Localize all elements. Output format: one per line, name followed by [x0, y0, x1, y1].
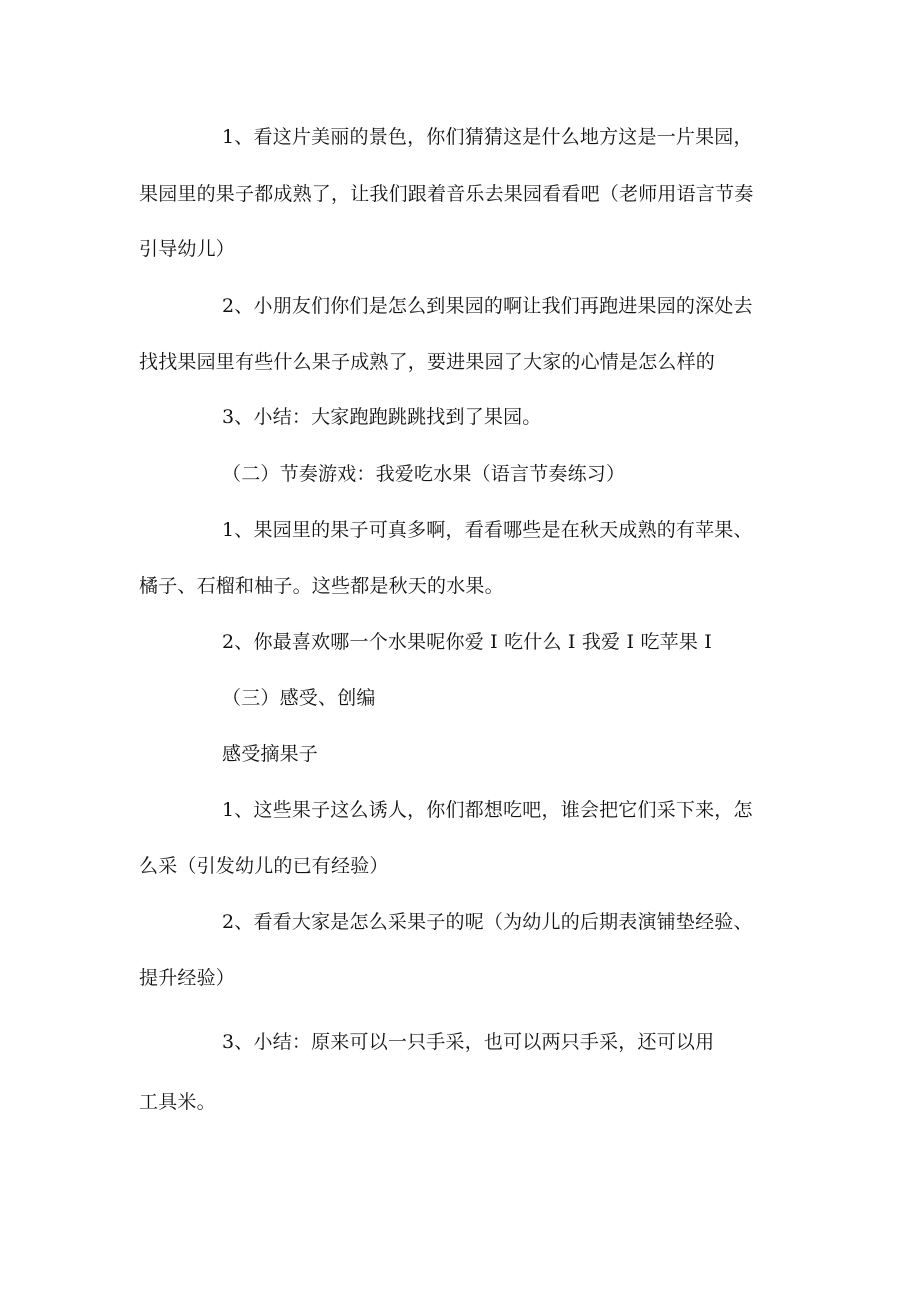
paragraph-9-line-1: 1、这些果子这么诱人，你们都想吃吧，谁会把它们采下来，怎	[222, 799, 753, 821]
paragraph-1-line-2: 果园里的果子都成熟了，让我们跟着音乐去果园看看吧（老师用语言节奏	[139, 183, 754, 205]
sub-heading: 感受摘果子	[222, 743, 319, 765]
section-heading-2: （二）节奏游戏：我爱吃水果（语言节奏练习）	[222, 463, 626, 485]
paragraph-5-line-2: 橘子、石榴和柚子。这些都是秋天的水果。	[139, 575, 504, 597]
paragraph-1-line-3: 引导幼儿）	[139, 238, 236, 260]
paragraph-10-line-1: 2、看看大家是怎么采果子的呢（为幼儿的后期表演铺垫经验、	[222, 911, 753, 933]
paragraph-11-line-1: 3、小结：原来可以一只手采，也可以两只手采，还可以用	[222, 1031, 715, 1053]
paragraph-1-line-1: 1、看这片美丽的景色，你们猜猜这是什么地方这是一片果园，	[222, 126, 753, 148]
section-heading-3: （三）感受、创编	[222, 687, 376, 709]
paragraph-2-line-1: 2、小朋友们你们是怎么到果园的啊让我们再跑进果园的深处去	[222, 295, 753, 317]
paragraph-10-line-2: 提升经验）	[139, 967, 236, 989]
paragraph-2-line-2: 找找果园里有些什么果子成熟了，要进果园了大家的心情是怎么样的	[139, 351, 716, 373]
paragraph-6-line-1: 2、你最喜欢哪一个水果呢你爱 I 吃什么 I 我爱 I 吃苹果 I	[222, 631, 712, 653]
paragraph-5-line-1: 1、果园里的果子可真多啊，看看哪些是在秋天成熟的有苹果、	[222, 519, 753, 541]
paragraph-11-line-2: 工具米。	[139, 1091, 216, 1113]
paragraph-9-line-2: 么采（引发幼儿的已有经验）	[139, 855, 389, 877]
paragraph-3-line-1: 3、小结：大家跑跑跳跳找到了果园。	[222, 406, 542, 428]
